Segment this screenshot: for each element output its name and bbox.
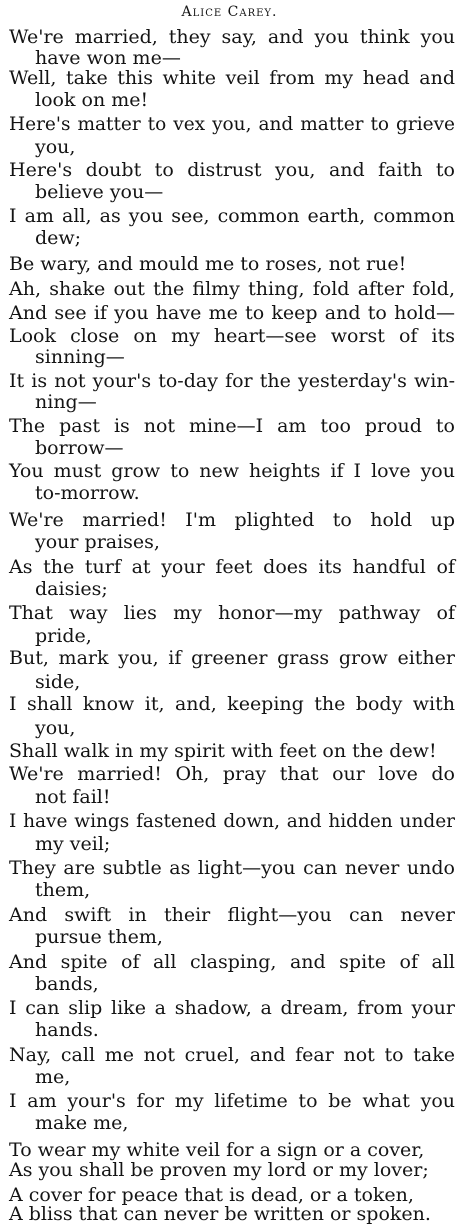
poem-line: We're married! Oh, pray that our love do xyxy=(9,763,455,785)
poem-line: my veil; xyxy=(35,833,111,855)
poem-line: ning— xyxy=(35,391,97,413)
poem-line: A cover for peace that is dead, or a token, xyxy=(9,1184,414,1206)
poem-line: you, xyxy=(35,136,76,158)
poem-line: You must grow to new heights if I love you xyxy=(9,460,455,482)
poem-line: have won me— xyxy=(35,47,181,69)
poem-line: dew; xyxy=(35,227,82,249)
poem-line: That way lies my honor—my pathway of xyxy=(9,602,455,624)
poem-line: sinning— xyxy=(35,346,125,368)
poem-line: pursue them, xyxy=(35,926,163,948)
poem-line: hands. xyxy=(35,1019,99,1041)
poem-line: make me, xyxy=(35,1112,129,1134)
poem-line: Look close on my heart—see worst of its xyxy=(9,325,455,347)
poem-line: Ah, shake out the filmy thing, fold after fold, xyxy=(9,278,455,300)
poem-line: We're married! I'm plighted to hold up xyxy=(9,509,455,531)
poem-line: The past is not mine—I am too proud to xyxy=(9,415,455,437)
poem-line: believe you— xyxy=(35,181,164,203)
poem-line: Shall walk in my spirit with feet on the dew! xyxy=(9,740,437,762)
poem-line: I am your's for my lifetime to be what you xyxy=(9,1090,455,1112)
poem-line: Well, take this white veil from my head and xyxy=(9,67,455,89)
poem-line: your praises, xyxy=(35,531,160,553)
poem-line: not fail! xyxy=(35,786,111,808)
poem-line: Nay, call me not cruel, and fear not to take xyxy=(9,1044,455,1066)
poem-line: you, xyxy=(35,717,76,739)
poem-line: pride, xyxy=(35,625,92,647)
poem-line: We're married, they say, and you think you xyxy=(9,26,455,48)
poem-line: A bliss that can never be written or spoken. xyxy=(9,1203,431,1225)
poem-line: And see if you have me to keep and to hold— xyxy=(9,302,455,324)
poem-line: I am all, as you see, common earth, common xyxy=(9,205,455,227)
poem-line: I shall know it, and, keeping the body with xyxy=(9,693,455,715)
poem-author: Alice Carey. xyxy=(181,4,278,20)
poem-line: As the turf at your feet does its handful of xyxy=(9,556,455,578)
poem-line: I can slip like a shadow, a dream, from your xyxy=(9,997,455,1019)
poem-line: side, xyxy=(35,671,81,693)
poem-line: me, xyxy=(35,1066,71,1088)
poem-line: It is not your's to-day for the yesterday's win- xyxy=(9,370,455,392)
poem-line: And spite of all clasping, and spite of all xyxy=(9,951,455,973)
poem-line: As you shall be proven my lord or my lover; xyxy=(9,1159,429,1181)
poem-line: To wear my white veil for a sign or a cover, xyxy=(9,1139,425,1161)
poem-line: borrow— xyxy=(35,437,124,459)
poem-line: bands, xyxy=(35,973,99,995)
poem-line: daisies; xyxy=(35,578,108,600)
poem-line: to-morrow. xyxy=(35,482,140,504)
poem-line: Here's matter to vex you, and matter to grieve xyxy=(9,114,455,135)
poem-line: look on me! xyxy=(35,89,149,111)
poem-line: Be wary, and mould me to roses, not rue! xyxy=(9,253,407,275)
poem-line: them, xyxy=(35,879,91,901)
poem-line: I have wings fastened down, and hidden under xyxy=(9,811,455,832)
poem-line: But, mark you, if greener grass grow either xyxy=(9,647,455,669)
poem-line: They are subtle as light—you can never undo xyxy=(9,857,455,879)
poem-line: And swift in their flight—you can never xyxy=(9,904,455,926)
poem-line: Here's doubt to distrust you, and faith to xyxy=(9,159,455,181)
